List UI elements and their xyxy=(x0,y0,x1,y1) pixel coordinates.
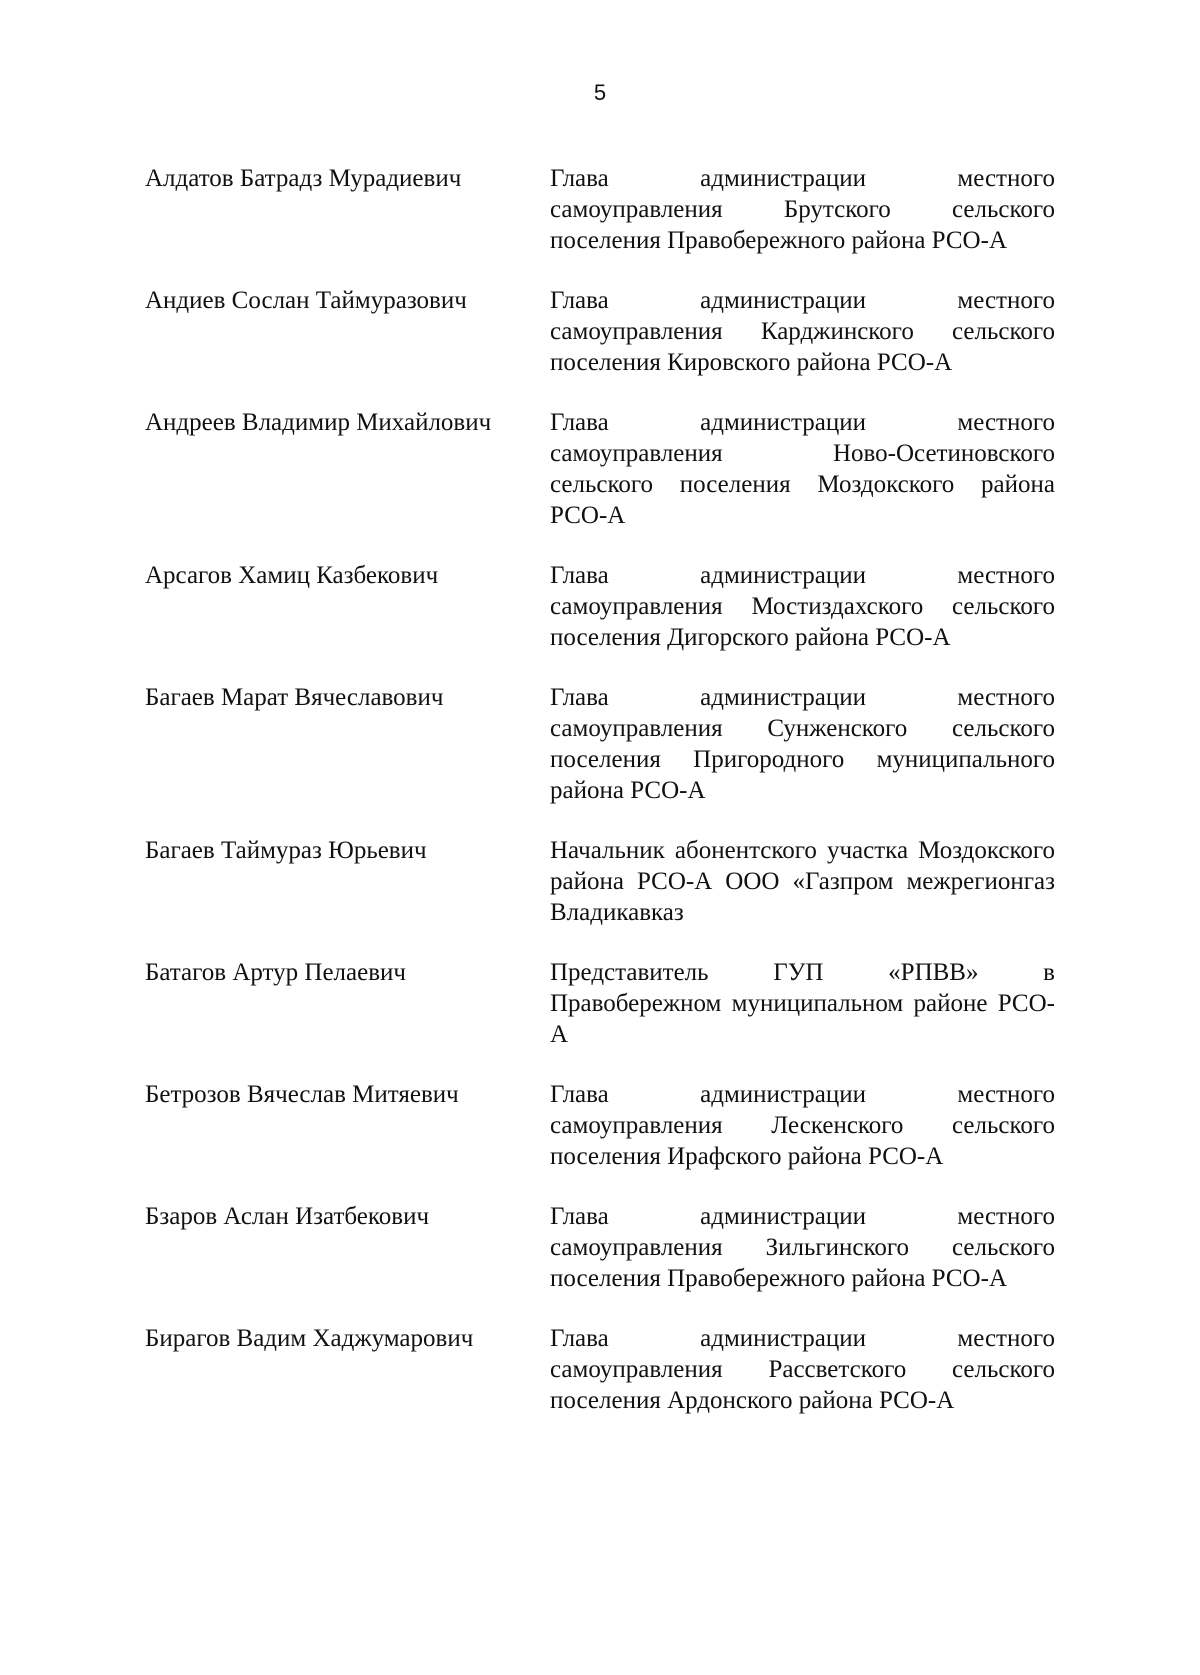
person-name: Андреев Владимир Михайлович xyxy=(145,409,492,436)
list-item xyxy=(145,407,1055,531)
person-position: Глава администрации местного самоуправления Сунженского сельского поселения Пригородного муниципального района РСО-А xyxy=(550,684,1055,804)
person-name: Батагов Артур Пелаевич xyxy=(145,959,406,986)
page-number: 5 xyxy=(593,80,607,105)
list-item xyxy=(145,1323,1055,1416)
person-name: Бирагов Вадим Хаджумарович xyxy=(145,1325,474,1352)
person-position: Представитель ГУП «РПВВ» в Правобережном муниципальном районе РСО-А xyxy=(550,959,1055,1048)
person-position: Глава администрации местного самоуправления Карджинского сельского поселения Кировского района РСО-А xyxy=(550,287,1055,376)
person-name: Багаев Таймураз Юрьевич xyxy=(145,837,427,864)
person-position: Глава администрации местного самоуправления Зильгинского сельского поселения Правобережного района РСО-А xyxy=(550,1203,1055,1292)
person-position: Глава администрации местного самоуправления Брутского сельского поселения Правобережного района РСО-А xyxy=(550,165,1055,254)
list-item xyxy=(145,957,1055,1050)
person-name: Алдатов Батрадз Мурадиевич xyxy=(145,165,462,192)
person-name: Бетрозов Вячеслав Митяевич xyxy=(145,1081,459,1108)
person-position: Начальник абонентского участка Моздокского района РСО-А ООО «Газпром межрегионгаз Владикавказ xyxy=(550,837,1055,926)
list-item xyxy=(145,682,1055,806)
person-name: Багаев Марат Вячеславович xyxy=(145,684,444,711)
list-item xyxy=(145,1201,1055,1294)
list-item xyxy=(145,163,1055,256)
person-position: Глава администрации местного самоуправления Ново-Осетиновского сельского поселения Моздокского района РСО-А xyxy=(550,409,1055,529)
list-item xyxy=(145,835,1055,928)
person-name: Бзаров Аслан Изатбекович xyxy=(145,1203,430,1230)
member-list xyxy=(145,163,1055,1445)
list-item xyxy=(145,285,1055,378)
person-name: Андиев Сослан Таймуразович xyxy=(145,287,467,314)
person-position: Глава администрации местного самоуправления Лескенского сельского поселения Ирафского района РСО-А xyxy=(550,1081,1055,1170)
list-item xyxy=(145,1079,1055,1172)
person-name: Арсагов Хамиц Казбекович xyxy=(145,562,439,589)
list-item xyxy=(145,560,1055,653)
person-position: Глава администрации местного самоуправления Мостиздахского сельского поселения Дигорского района РСО-А xyxy=(550,562,1055,651)
person-position: Глава администрации местного самоуправления Рассветского сельского поселения Ардонского района РСО-А xyxy=(550,1325,1055,1414)
